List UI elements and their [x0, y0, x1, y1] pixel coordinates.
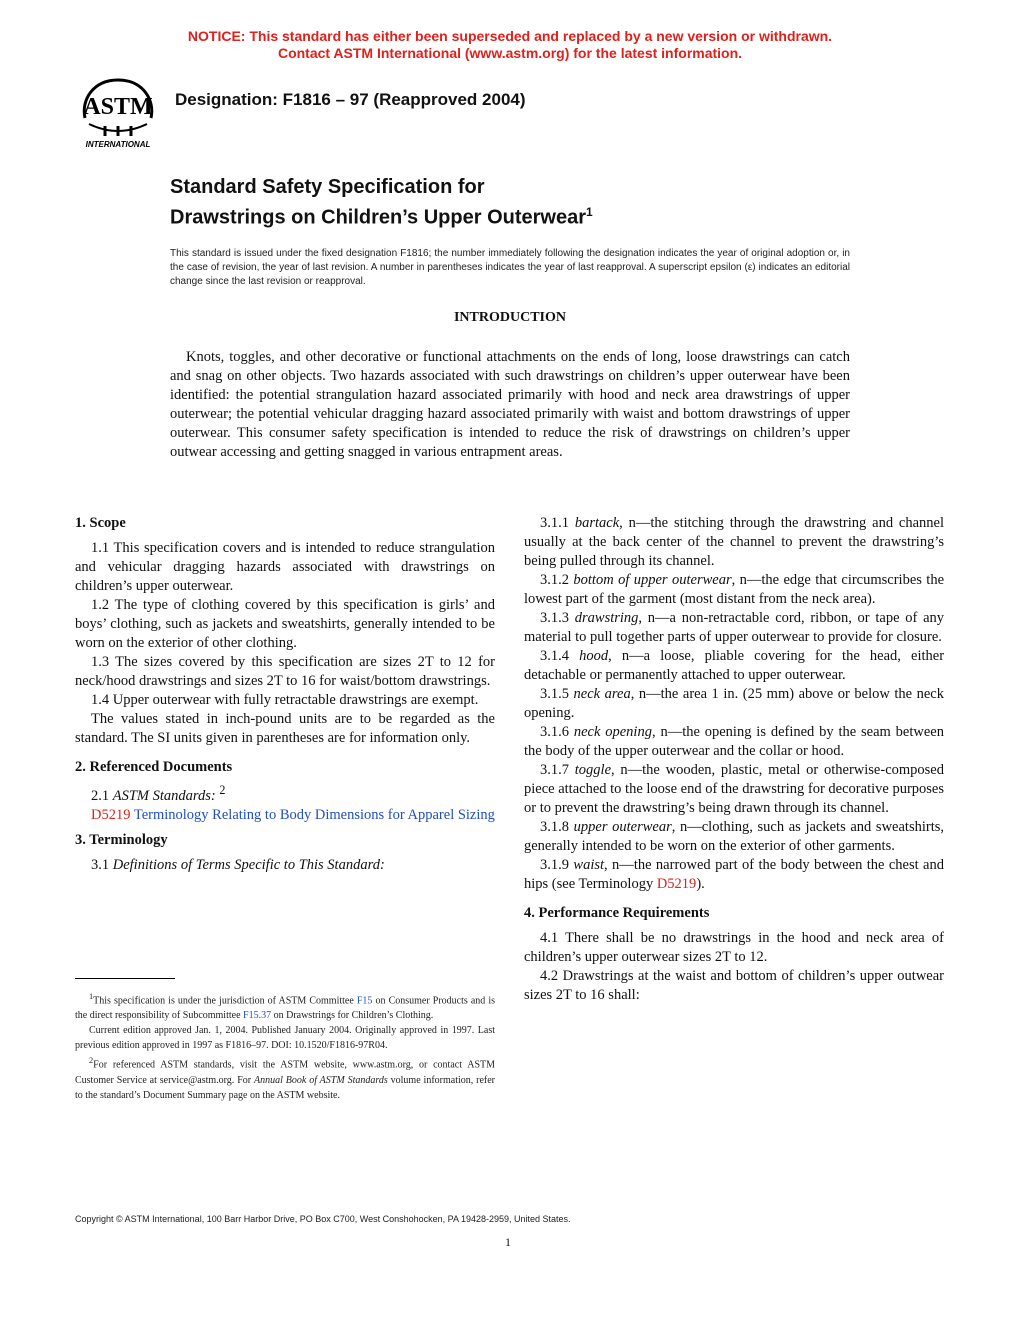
f15-link[interactable]: F15 [356, 995, 373, 1007]
withdrawal-notice [0, 28, 1020, 62]
definition-num: 3.1.9 [540, 857, 569, 873]
title-line-1: Standard Safety Specification for [170, 176, 485, 198]
performance-4-1: 4.1 There shall be no drawstrings in the hood and neck area of children’s upper outerwear sizes 2T to 12. [524, 930, 944, 965]
definition-text: the wooden, plastic, metal or otherwise-composed piece attached to the loose end of the drawstring for decorative purposes or to prevent the drawstring’s being drawn through its channel. [524, 762, 944, 816]
logo-subtitle: INTERNATIONAL [85, 140, 151, 149]
definition-num: 3.1.1 [540, 515, 569, 531]
definitions-list [524, 514, 944, 856]
definition-sep: , n— [731, 572, 762, 588]
definition-term: drawstring [574, 610, 639, 626]
definition-text-end: ). [696, 876, 705, 892]
astm-logo [75, 72, 161, 150]
scope-heading: 1. Scope [75, 515, 126, 531]
referenced-heading: 2. Referenced Documents [75, 759, 233, 775]
definition-num: 3.1.6 [540, 724, 569, 740]
definition-num: 3.1.4 [540, 648, 569, 664]
definition-num: 3.1.7 [540, 762, 569, 778]
referenced-footnote-mark: 2 [219, 783, 226, 797]
notice-line-2: Contact ASTM International (www.astm.org) for the latest information. [277, 45, 743, 61]
referenced-2-1-label: ASTM Standards: [112, 787, 216, 804]
footnote-2-text-b: volume information, refer to the standard’s Document Summary page on the ASTM website. [75, 1074, 495, 1101]
definition-term: bartack [574, 515, 620, 531]
footnotes [75, 989, 495, 1103]
designation: Designation: F1816 – 97 (Reapproved 2004) [175, 90, 526, 109]
f15-37-link[interactable]: F15.37 [243, 1010, 272, 1022]
scope-1-2: 1.2 The type of clothing covered by this specification is girls’ and boys’ clothing, such as jackets and sweatshirts, generally intended to be worn on the exterior of other clothing. [75, 597, 495, 651]
definition-3-1-9 [524, 856, 944, 894]
d5219-link[interactable]: D5219 [91, 806, 131, 823]
definition-text: the narrowed part of the body between the chest and hips (see Terminology [524, 857, 944, 892]
introduction-heading: INTRODUCTION [453, 310, 566, 325]
notice-line-1: NOTICE: This standard has either been superseded and replaced by a new version or withdrawn. [187, 28, 833, 44]
footnote-2-text-a: For referenced ASTM standards, visit the ASTM website, www.astm.org, or contact ASTM Customer Service at service@astm.org. For [75, 1059, 495, 1086]
definition-item [524, 514, 944, 571]
definition-item [524, 609, 944, 647]
introduction-text: Knots, toggles, and other decorative or functional attachments on the ends of long, loose drawstrings can catch and snag on other objects. Two hazards associated with such drawstrings on children’s upper outerwear have been identified: the potential strangulation hazard associated primarily with hood and neck area drawstrings of upper outerwear; the potential vehicular dragging hazard associated primarily with waist and bottom drawstrings of upper outerwear. This consumer safety specification is intended to reduce the risk of drawstrings on children’s upper outwear accessing and getting snagged in various entrapment areas. [170, 349, 850, 460]
copyright: Copyright © ASTM International, 100 Barr Harbor Drive, PO Box C700, West Conshohocken, PA 19428-2959, United States. [75, 1214, 571, 1224]
footnote-1-text-a: This specification is under the jurisdiction of ASTM Committee [93, 995, 357, 1007]
definition-term: waist [573, 857, 605, 873]
page-number: 1 [505, 1235, 511, 1249]
terminology-heading: 3. Terminology [75, 831, 168, 848]
definition-item [524, 818, 944, 856]
definition-text: the stitching through the drawstring and channel usually at the back center of the channel to prevent the drawstring’s being pulled through its channel. [524, 515, 945, 569]
definition-sep: , n— [638, 610, 670, 626]
definition-num: 3.1.8 [540, 819, 569, 835]
document-title [170, 175, 593, 231]
footnote-2-mark: 2 [89, 1056, 94, 1066]
definition-sep: , n— [651, 724, 683, 740]
definition-term: toggle [574, 762, 612, 778]
footnote-2 [75, 1053, 495, 1102]
left-column [75, 514, 495, 875]
definition-num: 3.1.3 [540, 610, 569, 626]
definition-num: 3.1.2 [540, 572, 569, 588]
scope-1-3: 1.3 The sizes covered by this specification are sizes 2T to 12 for neck/hood drawstrings and sizes 2T to 16 for waist/bottom drawstrings. [75, 654, 495, 689]
definition-item [524, 685, 944, 723]
terminology-3-1-num: 3.1 [91, 856, 110, 873]
performance-heading: 4. Performance Requirements [524, 905, 710, 921]
logo-letters: ASTM [83, 94, 153, 120]
d5219-ref-link[interactable]: D5219 [656, 876, 697, 892]
terminology-3-1 [75, 856, 495, 875]
footnote-2-italic: Annual Book of ASTM Standards [253, 1074, 388, 1086]
definition-text: a loose, pliable covering for the head, either detachable or permanently attached to upper outerwear. [524, 648, 945, 683]
footnote-rule [75, 978, 175, 979]
footnote-1-text-b: on Consumer Products and is the direct responsibility of Subcommittee [75, 995, 496, 1022]
referenced-2-1 [75, 781, 495, 806]
footnote-edition: Current edition approved Jan. 1, 2004. Published January 2004. Originally approved in 1997. Last previous edition approved in 1997 as F1816–97. DOI: 10.1520/F1816-97R04. [75, 1025, 495, 1052]
definition-sep: , n— [611, 762, 643, 778]
definition-text: clothing, such as jackets and sweatshirts, generally intended to be worn on the exterior of other garments. [524, 819, 944, 854]
definition-text: the opening is defined by the seam between the body of the upper outerwear and the collar or hood. [524, 724, 944, 759]
definition-item [524, 647, 944, 685]
definition-text: a non-retractable cord, ribbon, or tape of any material to pull together parts of upper outerwear to provide for closure. [524, 610, 945, 645]
referenced-2-1-num: 2.1 [91, 787, 110, 804]
definition-term: neck opening [573, 724, 652, 740]
terminology-3-1-label: Definitions of Terms Specific to This Standard: [112, 856, 385, 873]
footnote-1-mark: 1 [89, 992, 94, 1001]
definition-sep: , n— [608, 648, 644, 664]
definition-sep: , n— [630, 686, 661, 702]
definition-term: bottom of upper outerwear [573, 572, 732, 588]
definition-term: neck area [573, 686, 631, 702]
scope-1-1: 1.1 This specification covers and is intended to reduce strangulation and vehicular dragging hazards associated with drawstrings on children’s upper outerwear. [75, 540, 495, 594]
definition-sep: , n— [604, 857, 634, 873]
definition-sep: , n— [671, 819, 702, 835]
d5219-title-link[interactable]: Terminology Relating to Body Dimensions for Apparel Sizing [133, 806, 495, 823]
definition-num: 3.1.5 [540, 686, 569, 702]
scope-1-4: 1.4 Upper outerwear with fully retractable drawstrings are exempt. [91, 692, 479, 708]
referenced-doc [75, 806, 495, 825]
definition-text: the edge that circumscribes the lowest part of the garment (most distant from the neck area). [524, 572, 945, 607]
definition-item [524, 723, 944, 761]
scope-units: The values stated in inch-pound units are to be regarded as the standard. The SI units given in parentheses are for information only. [75, 711, 495, 746]
title-footnote-mark: 1 [586, 205, 593, 219]
title-line-2-text: Drawstrings on Children’s Upper Outerwear [170, 206, 587, 229]
definition-item [524, 571, 944, 609]
right-column [524, 514, 944, 1005]
footnote-1-text-c: on Drawstrings for Children’s Clothing. [271, 1010, 434, 1022]
performance-4-2: 4.2 Drawstrings at the waist and bottom of children’s upper outwear sizes 2T to 16 shall: [524, 968, 944, 1003]
footnote-1 [75, 989, 495, 1023]
definition-term: hood [579, 648, 609, 664]
title-line-2 [170, 200, 593, 231]
issue-note: This standard is issued under the fixed designation F1816; the number immediately following the designation indicates the year of original adoption or, in the case of revision, the year of last revision. A number in parentheses indicates the year of last reapproval. A superscript epsilon (ε) indicates an editorial change since the last revision or reapproval. [170, 248, 850, 287]
definition-text: the area 1 in. (25 mm) above or below the neck opening. [524, 686, 944, 721]
definition-term: upper outerwear [573, 819, 672, 835]
definition-item [524, 761, 944, 818]
definition-sep: , n— [619, 515, 651, 531]
